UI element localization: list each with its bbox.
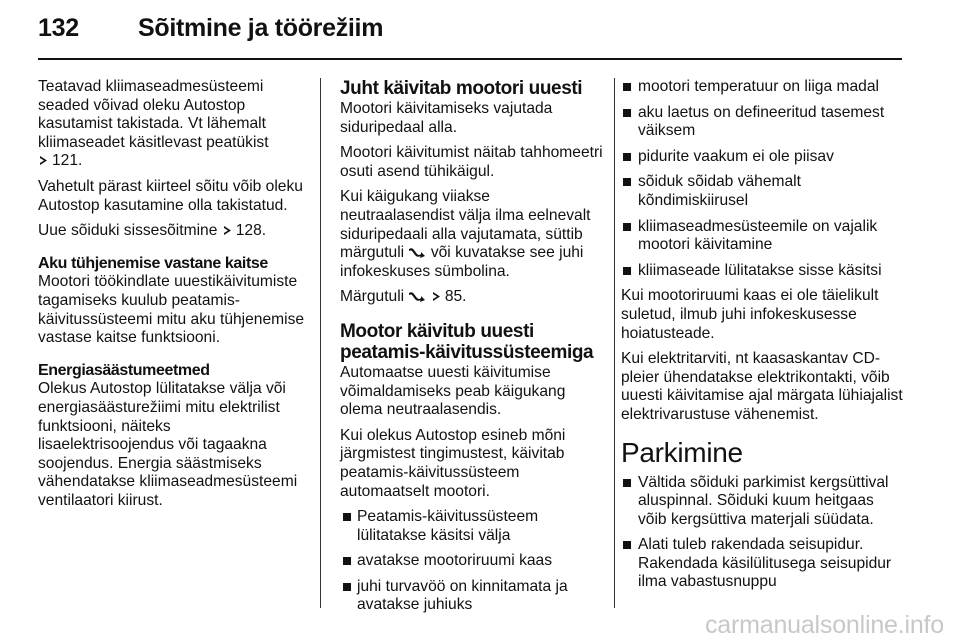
bullet-square-icon bbox=[623, 178, 631, 186]
chapter-heading: Parkimine bbox=[621, 436, 743, 468]
list-item: aku laetus on defineeritud tasemest väiksem bbox=[621, 104, 903, 141]
paragraph: Kui mootoriruumi kaas ei ole täielikult suletud, ilmub juhi infokeskusesse hoiatusteade. bbox=[621, 287, 879, 342]
paragraph: Mootori käivitamiseks vajutada siduripedaal alla. bbox=[340, 100, 553, 136]
bullet-square-icon bbox=[623, 153, 631, 161]
column-divider bbox=[614, 78, 615, 608]
bullet-square-icon bbox=[623, 479, 631, 487]
bullet-square-icon bbox=[343, 583, 351, 591]
paragraph: Mootori töökindlate uuestikäivitumiste tagamiseks kuulub peatamis-käivitussüsteemi mitu aku tühjenemise vastase kaitse funktsiooni. bbox=[38, 273, 305, 347]
paragraph: Kui olekus Autostop esineb mõni järgmistest tingimustest, käivitab peatamis-käivitussüsteem automaatselt mootori. bbox=[340, 426, 566, 500]
list-item: sõiduk sõidab vähemalt kõndimiskiirusel bbox=[621, 173, 903, 210]
column-divider bbox=[320, 78, 321, 608]
list-item: Alati tuleb rakendada seisupidur. Rakendada käsilülitusega seisupidur ilma vabastusnuppu bbox=[621, 536, 903, 592]
section-heading: Mootor käivitub uuesti peatamis-käivitussüsteemiga bbox=[340, 320, 594, 363]
reference-arrow-icon bbox=[38, 153, 49, 164]
section-heading: Energiasäästumeetmed bbox=[38, 361, 210, 379]
bullet-square-icon bbox=[623, 223, 631, 231]
condition-list bbox=[621, 78, 903, 280]
bullet-square-icon bbox=[623, 83, 631, 91]
column-2 bbox=[340, 78, 604, 622]
bullet-square-icon bbox=[343, 513, 351, 521]
stop-start-indicator-icon bbox=[408, 290, 426, 303]
column-1 bbox=[38, 78, 310, 517]
page-title: Sõitmine ja töörežiim bbox=[138, 14, 384, 42]
list-item: mootori temperatuur on liiga madal bbox=[621, 78, 903, 97]
paragraph: Vahetult pärast kiirteel sõitu võib oleku Autostop kasutamine olla takistatud. bbox=[38, 177, 303, 214]
paragraph: Olekus Autostop lülitatakse välja või energiasäästurežiimi mitu elektrilist funktsiooni, näiteks lisaelektrisoojendus või tagaakna soojendus. Energia säästmiseks vähendatakse kliimaseadmesüsteemi ventilaatori kiirust. bbox=[38, 380, 298, 509]
list-item: kliimaseadmesüsteemile on vajalik mootori käivitamine bbox=[621, 218, 903, 255]
paragraph: Teatavad kliimaseadmesüsteemi seaded võivad oleku Autostop kasutamist takistada. Vt lähemalt kliimaseadet käsitlevast peatükist 121. bbox=[38, 78, 269, 170]
stop-start-indicator-icon bbox=[408, 246, 426, 259]
bullet-square-icon bbox=[343, 557, 351, 565]
header-rule bbox=[38, 58, 902, 60]
bullet-square-icon bbox=[623, 267, 631, 275]
paragraph: Automaatse uuesti käivitumise võimaldamiseks peab käigukang olema neutraalasendis. bbox=[340, 363, 566, 419]
paragraph: Märgutuli 85. bbox=[340, 288, 467, 306]
reference-arrow-icon bbox=[431, 289, 442, 300]
parking-list bbox=[621, 474, 903, 593]
list-item: Peatamis-käivitussüsteem lülitatakse käsitsi välja bbox=[340, 508, 604, 545]
list-item: avatakse mootoriruumi kaas bbox=[340, 552, 604, 571]
paragraph: Kui elektritarviti, nt kaasaskantav CD-pleier ühendatakse elektrikontakti, võib uuesti käivitamise ajal märgata lühiajalist elektrivarustuse vähenemist. bbox=[621, 350, 903, 423]
bullet-square-icon bbox=[623, 541, 631, 549]
section-heading: Juht käivitab mootori uuesti bbox=[340, 78, 583, 99]
paragraph: Mootori käivitumist näitab tahhomeetri osuti asend tühikäigul. bbox=[340, 144, 603, 180]
paragraph: Kui käigukang viiakse neutraalasendist välja ilma eelnevalt siduripedaali alla vajutamata, süttib märgutuli või kuvatakse see juhi infokeskuses sümbolina. bbox=[340, 188, 591, 280]
reference-arrow-icon bbox=[222, 223, 233, 234]
bullet-square-icon bbox=[623, 109, 631, 117]
list-item: pidurite vaakum ei ole piisav bbox=[621, 148, 903, 167]
condition-list bbox=[340, 508, 604, 615]
paragraph: Uue sõiduki sissesõitmine 128. bbox=[38, 222, 267, 240]
list-item: juhi turvavöö on kinnitamata ja avatakse juhiuks bbox=[340, 578, 604, 615]
section-heading: Aku tühjenemise vastane kaitse bbox=[38, 254, 268, 272]
watermark: carmanualsonline.info bbox=[704, 611, 944, 639]
column-3 bbox=[621, 78, 903, 599]
page-number: 132 bbox=[38, 14, 79, 42]
list-item: kliimaseade lülitatakse sisse käsitsi bbox=[621, 262, 903, 281]
list-item: Vältida sõiduki parkimist kergsüttival aluspinnal. Sõiduki kuum heitgaas võib kergsüttiva materjali süüdata. bbox=[621, 474, 903, 530]
